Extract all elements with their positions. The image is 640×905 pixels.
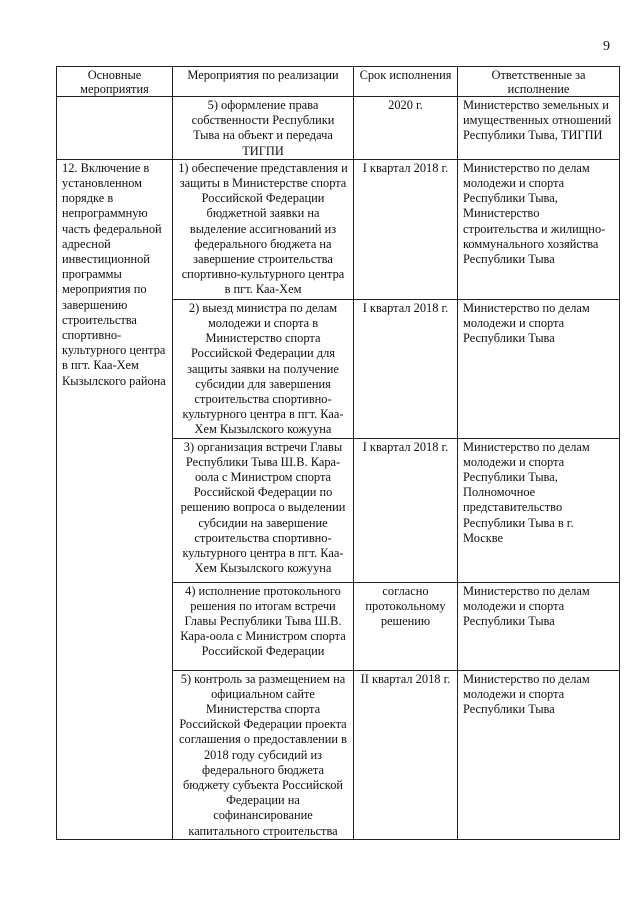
deadline-cell: 2020 г.	[354, 97, 458, 160]
table-header-row	[57, 67, 620, 97]
table-row	[57, 97, 620, 160]
page-number: 9	[603, 39, 610, 54]
responsible-cell: Министерство по делам молодежи и спорта Республики Тыва, Министерство строительства и жилищно-коммунального хозяйства Республики Тыва	[458, 159, 620, 299]
table-row	[57, 159, 620, 299]
responsible-cell: Министерство земельных и имущественных отношений Республики Тыва, ТИГПИ	[458, 97, 620, 160]
header-main-activities: Основные мероприятия	[57, 67, 173, 97]
activities-table-wrapper	[56, 66, 619, 840]
header-responsible: Ответственные за исполнение	[458, 67, 620, 97]
responsible-cell: Министерство по делам молодежи и спорта Республики Тыва	[458, 299, 620, 438]
header-deadline: Срок исполнения	[354, 67, 458, 97]
deadline-cell: II квартал 2018 г.	[354, 670, 458, 839]
deadline-cell: I квартал 2018 г.	[354, 438, 458, 582]
task-cell: 3) организация встречи Главы Республики Тыва Ш.В. Кара-оола с Министром спорта Российской Федерации по решению вопроса о выделении субсидии на завершение строительства спортивно-культурного центра в пгт. Каа-Хем Кызылского кожууна	[173, 438, 354, 582]
task-cell: 1) обеспечение представления и защиты в Министерстве спорта Российской Федерации бюджетной заявки на выделение ассигнований из федерального бюджета на завершение строительства спортивно-культурного центра в пгт. Каа-Хем	[173, 159, 354, 299]
activities-table	[56, 66, 620, 840]
deadline-cell: I квартал 2018 г.	[354, 159, 458, 299]
task-cell: 2) выезд министра по делам молодежи и спорта в Министерство спорта Российской Федерации для защиты заявки на получение субсидии для завершения строительства спортивно-культурного центра в пгт. Каа-Хем Кызылского кожууна	[173, 299, 354, 438]
deadline-cell: согласно протокольному решению	[354, 582, 458, 670]
main-activity-cell: 12. Включение в установленном порядке в непрограммную часть федеральной адресной инвестиционной программы мероприятия по завершению строительства спортивно-культурного центра в пгт. Каа-Хем Кызылского района	[57, 159, 173, 839]
task-cell: 5) контроль за размещением на официальном сайте Министерства спорта Российской Федерации проекта соглашения о предоставлении в 2018 году субсидий из федерального бюджета бюджету субъекта Российской Федерации на софинансирование капитального строительства	[173, 670, 354, 839]
task-cell: 5) оформление права собственности Республики Тыва на объект и передача ТИГПИ	[173, 97, 354, 160]
responsible-cell: Министерство по делам молодежи и спорта Республики Тыва	[458, 582, 620, 670]
deadline-cell: I квартал 2018 г.	[354, 299, 458, 438]
header-implementation-tasks: Мероприятия по реализации	[173, 67, 354, 97]
responsible-cell: Министерство по делам молодежи и спорта Республики Тыва	[458, 670, 620, 839]
task-cell: 4) исполнение протокольного решения по итогам встречи Главы Республики Тыва Ш.В. Кара-оола с Министром спорта Российской Федерации	[173, 582, 354, 670]
responsible-cell: Министерство по делам молодежи и спорта Республики Тыва, Полномочное представительство Республики Тыва в г. Москве	[458, 438, 620, 582]
main-activity-cell-empty	[57, 97, 173, 160]
